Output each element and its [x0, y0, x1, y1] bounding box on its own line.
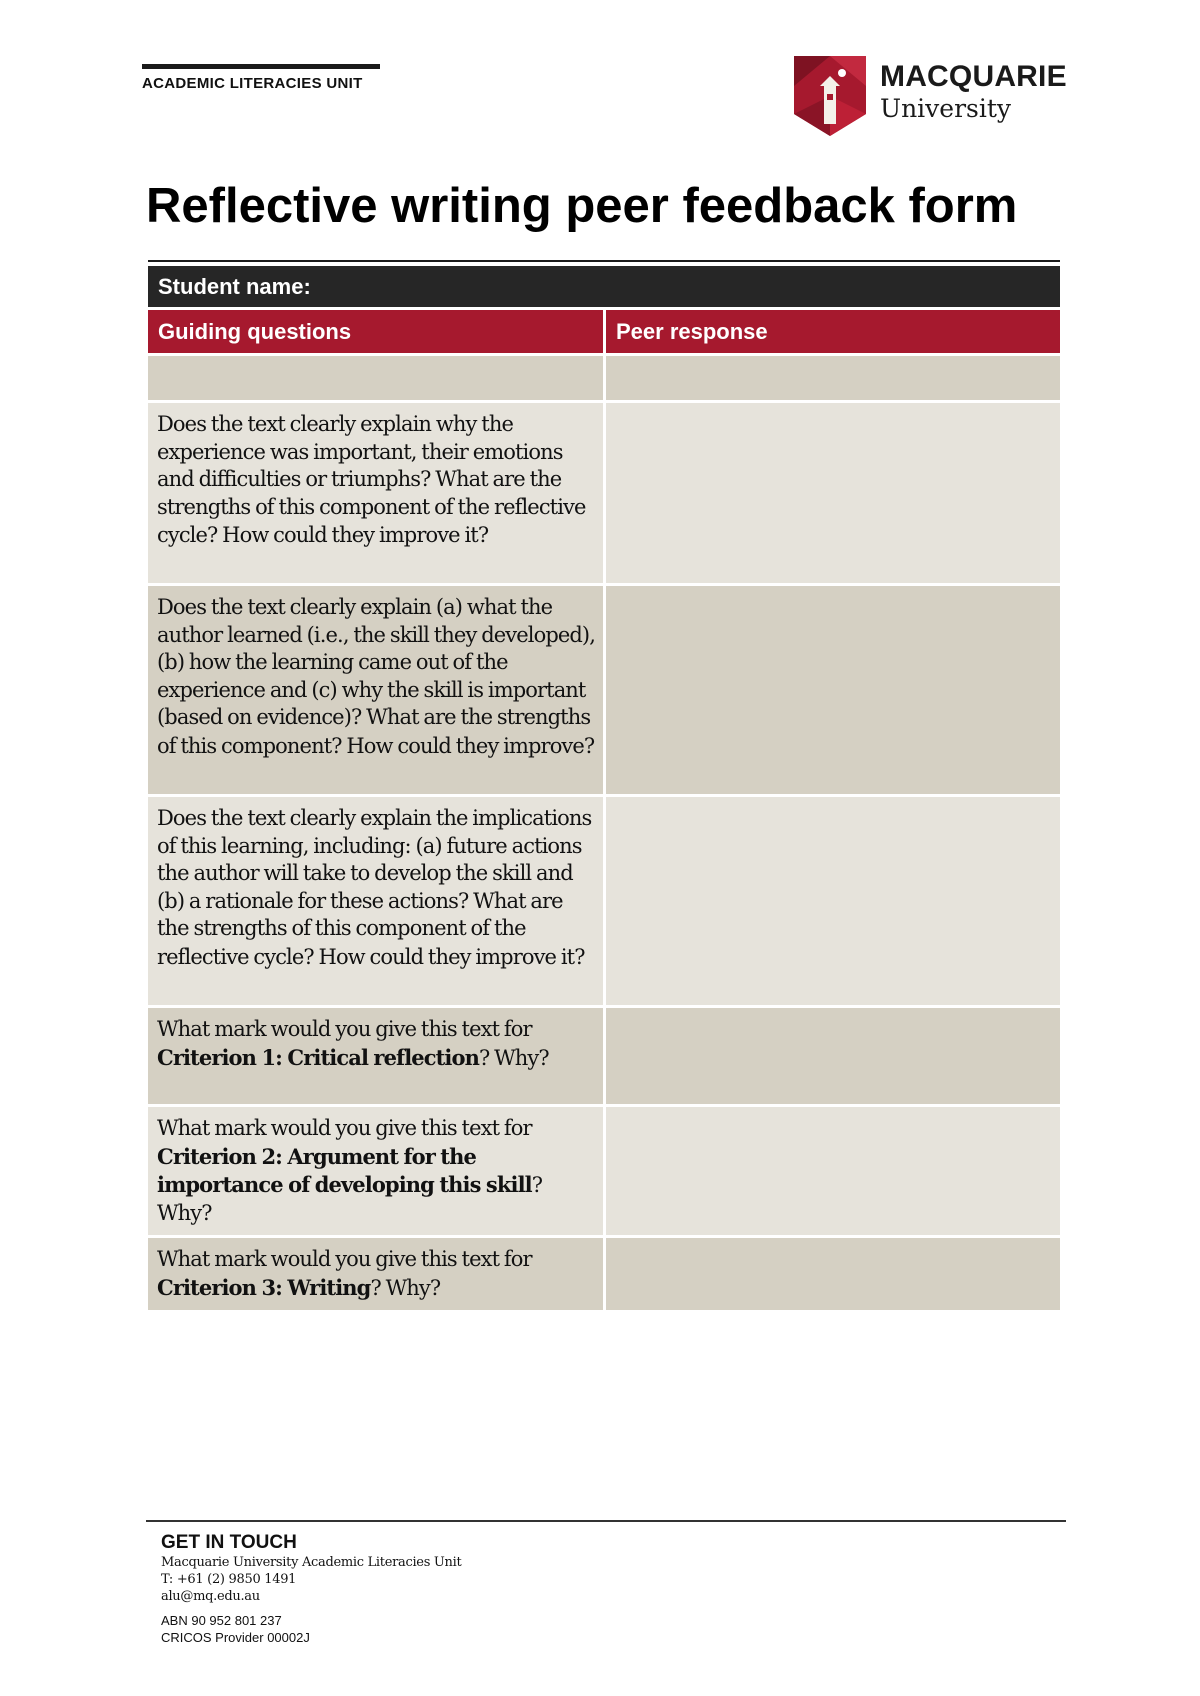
response-cell[interactable]: [606, 1238, 1060, 1310]
question-cell: Does the text clearly explain the implications of this learning, including: (a) future actions the author will take to develop the skill and (b) a rationale for these actions? What are the strengths of this component of the reflective cycle? How could they improve it?: [148, 797, 606, 1005]
footer: [161, 1532, 461, 1646]
table-row: [148, 1238, 1060, 1310]
table-row: [148, 1107, 1060, 1235]
question-cell: What mark would you give this text for Criterion 1: Critical reflection? Why?: [148, 1008, 606, 1104]
footer-title: GET IN TOUCH: [161, 1532, 297, 1553]
unit-label: ACADEMIC LITERACIES UNIT: [142, 75, 363, 92]
question-cell: Does the text clearly explain why the experience was important, their emotions and difficulties or triumphs? What are the strengths of this component of the reflective cycle? How could they improve it?: [148, 403, 606, 583]
footer-divider: [146, 1520, 1066, 1522]
page-title: Reflective writing peer feedback form: [146, 179, 1018, 233]
student-name-label[interactable]: Student name:: [148, 266, 1060, 307]
footer-cricos: CRICOS Provider 00002J: [161, 1630, 310, 1645]
title-divider: [148, 260, 1060, 262]
response-cell[interactable]: [606, 1107, 1060, 1235]
table-row: [148, 356, 1060, 400]
table-row: [148, 1008, 1060, 1104]
footer-org: Macquarie University Academic Literacies Unit: [161, 1555, 462, 1570]
student-name-row: [148, 266, 1060, 307]
question-cell: What mark would you give this text for Criterion 2: Argument for the importance of developing this skill? Why?: [148, 1107, 606, 1235]
unit-bar: [142, 64, 380, 69]
question-cell: [148, 356, 606, 400]
question-cell: Does the text clearly explain (a) what the author learned (i.e., the skill they developed), (b) how the learning came out of the experience and (c) why the skill is important (based on evidence)? What are the strengths of this component? How could they improve?: [148, 586, 606, 794]
response-cell[interactable]: [606, 403, 1060, 583]
table-row: [148, 586, 1060, 794]
university-logo: [794, 56, 1074, 136]
feedback-form-table: [148, 263, 1060, 1313]
footer-phone: T: +61 (2) 9850 1491: [161, 1572, 297, 1587]
question-cell: What mark would you give this text for Criterion 3: Writing? Why?: [148, 1238, 606, 1310]
table-row: [148, 797, 1060, 1005]
logo-name: MACQUARIE: [880, 60, 1067, 93]
response-cell[interactable]: [606, 797, 1060, 1005]
logo-subtitle: University: [880, 94, 1012, 123]
response-cell[interactable]: [606, 356, 1060, 400]
response-cell[interactable]: [606, 1008, 1060, 1104]
macquarie-shield-logo-icon: [794, 56, 866, 136]
footer-email[interactable]: alu@mq.edu.au: [161, 1589, 260, 1604]
response-cell[interactable]: [606, 586, 1060, 794]
guiding-questions-header: Guiding questions: [148, 310, 606, 353]
footer-abn: ABN 90 952 801 237: [161, 1613, 282, 1628]
peer-response-header: Peer response: [606, 310, 1060, 353]
table-header-row: [148, 310, 1060, 353]
table-row: [148, 403, 1060, 583]
